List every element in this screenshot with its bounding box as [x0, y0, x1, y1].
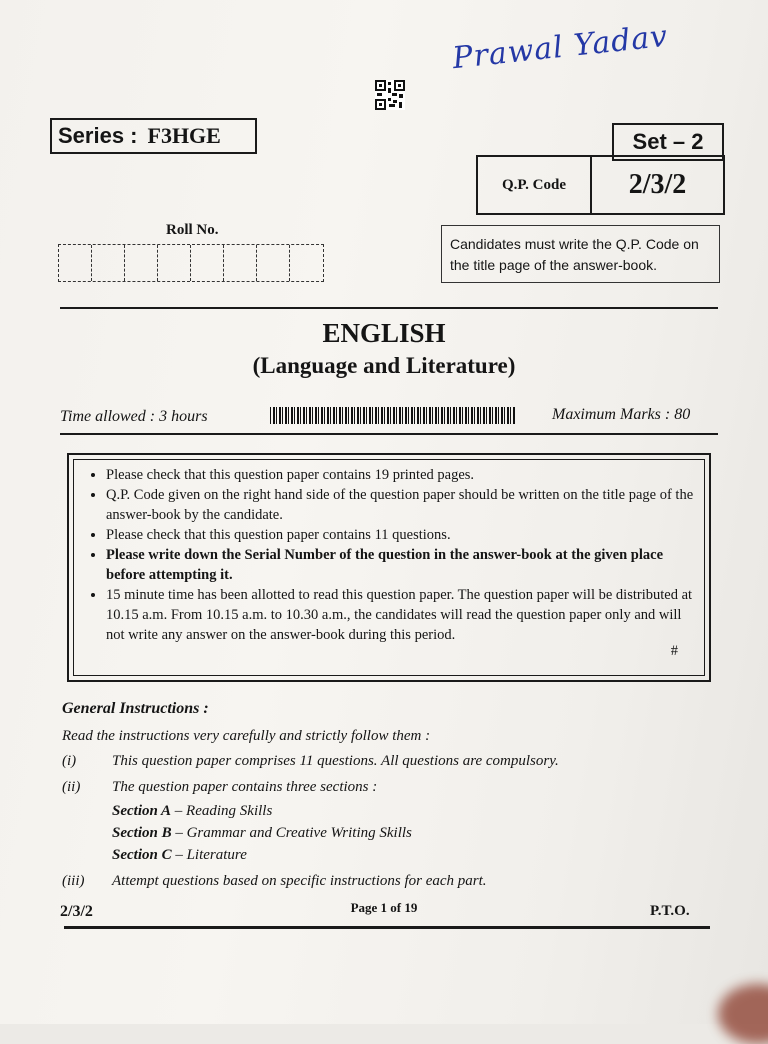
roll-no-cell — [59, 245, 92, 281]
roll-no-cell — [290, 245, 323, 281]
roll-no-cell — [92, 245, 125, 281]
qp-code-label: Q.P. Code — [478, 157, 592, 213]
paper-title: ENGLISH — [322, 318, 446, 348]
instruction-text: This question paper comprises 11 questions. All questions are compulsory. — [112, 753, 559, 769]
barcode-icon — [270, 407, 515, 424]
time-allowed: Time allowed : 3 hours — [60, 408, 208, 425]
roll-no-cell — [257, 245, 290, 281]
roll-no-cell — [158, 245, 191, 281]
notice-list — [82, 465, 694, 659]
instruction-text: Attempt questions based on specific instructions for each part. — [112, 873, 487, 889]
general-instructions-title: General Instructions : — [62, 700, 209, 717]
section-desc: – Literature — [175, 847, 247, 863]
qr-code-icon — [375, 80, 405, 110]
section-desc: – Reading Skills — [174, 803, 273, 819]
section-b — [112, 825, 412, 842]
section-a — [112, 803, 272, 820]
maximum-marks: Maximum Marks : 80 — [552, 406, 691, 423]
instruction-number: (i) — [62, 753, 77, 769]
footer-page-number: Page 1 of 19 — [350, 900, 418, 915]
footer-pto: P.T.O. — [650, 903, 690, 919]
footer-code: 2/3/2 — [60, 903, 93, 920]
instruction-text: The question paper contains three sections : — [112, 779, 378, 795]
notice-item: • Please check that this question paper contains 19 printed pages. — [106, 465, 694, 485]
notice-item: • Q.P. Code given on the right hand side of the question paper should be written on the title page of the answer-book by the candidate. — [106, 485, 694, 525]
section-name: Section B — [112, 825, 172, 841]
qp-code-box — [476, 155, 725, 215]
candidate-note-box: Candidates must write the Q.P. Code on the title page of the answer-book. — [441, 225, 720, 283]
set-box: Set – 2 — [612, 123, 724, 161]
notice-mark: # — [670, 643, 678, 659]
bottom-divider — [64, 926, 710, 929]
series-value: F3HGE — [147, 123, 221, 148]
roll-no-cell — [191, 245, 224, 281]
notice-item: • Please write down the Serial Number of the question in the answer-book at the given place before attempting it. — [106, 545, 694, 585]
section-c — [112, 847, 247, 864]
section-desc: – Grammar and Creative Writing Skills — [175, 825, 412, 841]
section-name: Section C — [112, 847, 172, 863]
qp-code-value: 2/3/2 — [628, 169, 687, 200]
instruction-number: (ii) — [62, 779, 81, 795]
roll-no-boxes — [58, 244, 324, 282]
handwritten-signature: Prawal Yadav — [450, 18, 670, 77]
series-label: Series : — [58, 123, 138, 148]
roll-no-label: Roll No. — [166, 222, 219, 238]
roll-no-cell — [125, 245, 158, 281]
series-box — [50, 118, 257, 154]
top-divider — [60, 307, 718, 309]
general-instructions-intro: Read the instructions very carefully and strictly follow them : — [62, 728, 431, 744]
mid-divider — [60, 433, 718, 435]
notice-item: • 15 minute time has been allotted to read this question paper. The question paper will be distributed at 10.15 a.m. From 10.15 a.m. to 10.30 a.m., the candidates will read the question paper only and will not write any answer on the answer-book during this period. — [106, 585, 694, 645]
instruction-iii — [62, 873, 702, 893]
instruction-ii — [62, 779, 702, 799]
instruction-i — [62, 753, 702, 773]
page-corner-shadow — [718, 984, 768, 1044]
roll-no-cell — [224, 245, 257, 281]
section-name: Section A — [112, 803, 172, 819]
notice-item: • Please check that this question paper contains 11 questions. — [106, 525, 694, 545]
paper-subtitle: (Language and Literature) — [252, 353, 516, 378]
instruction-number: (iii) — [62, 873, 85, 889]
